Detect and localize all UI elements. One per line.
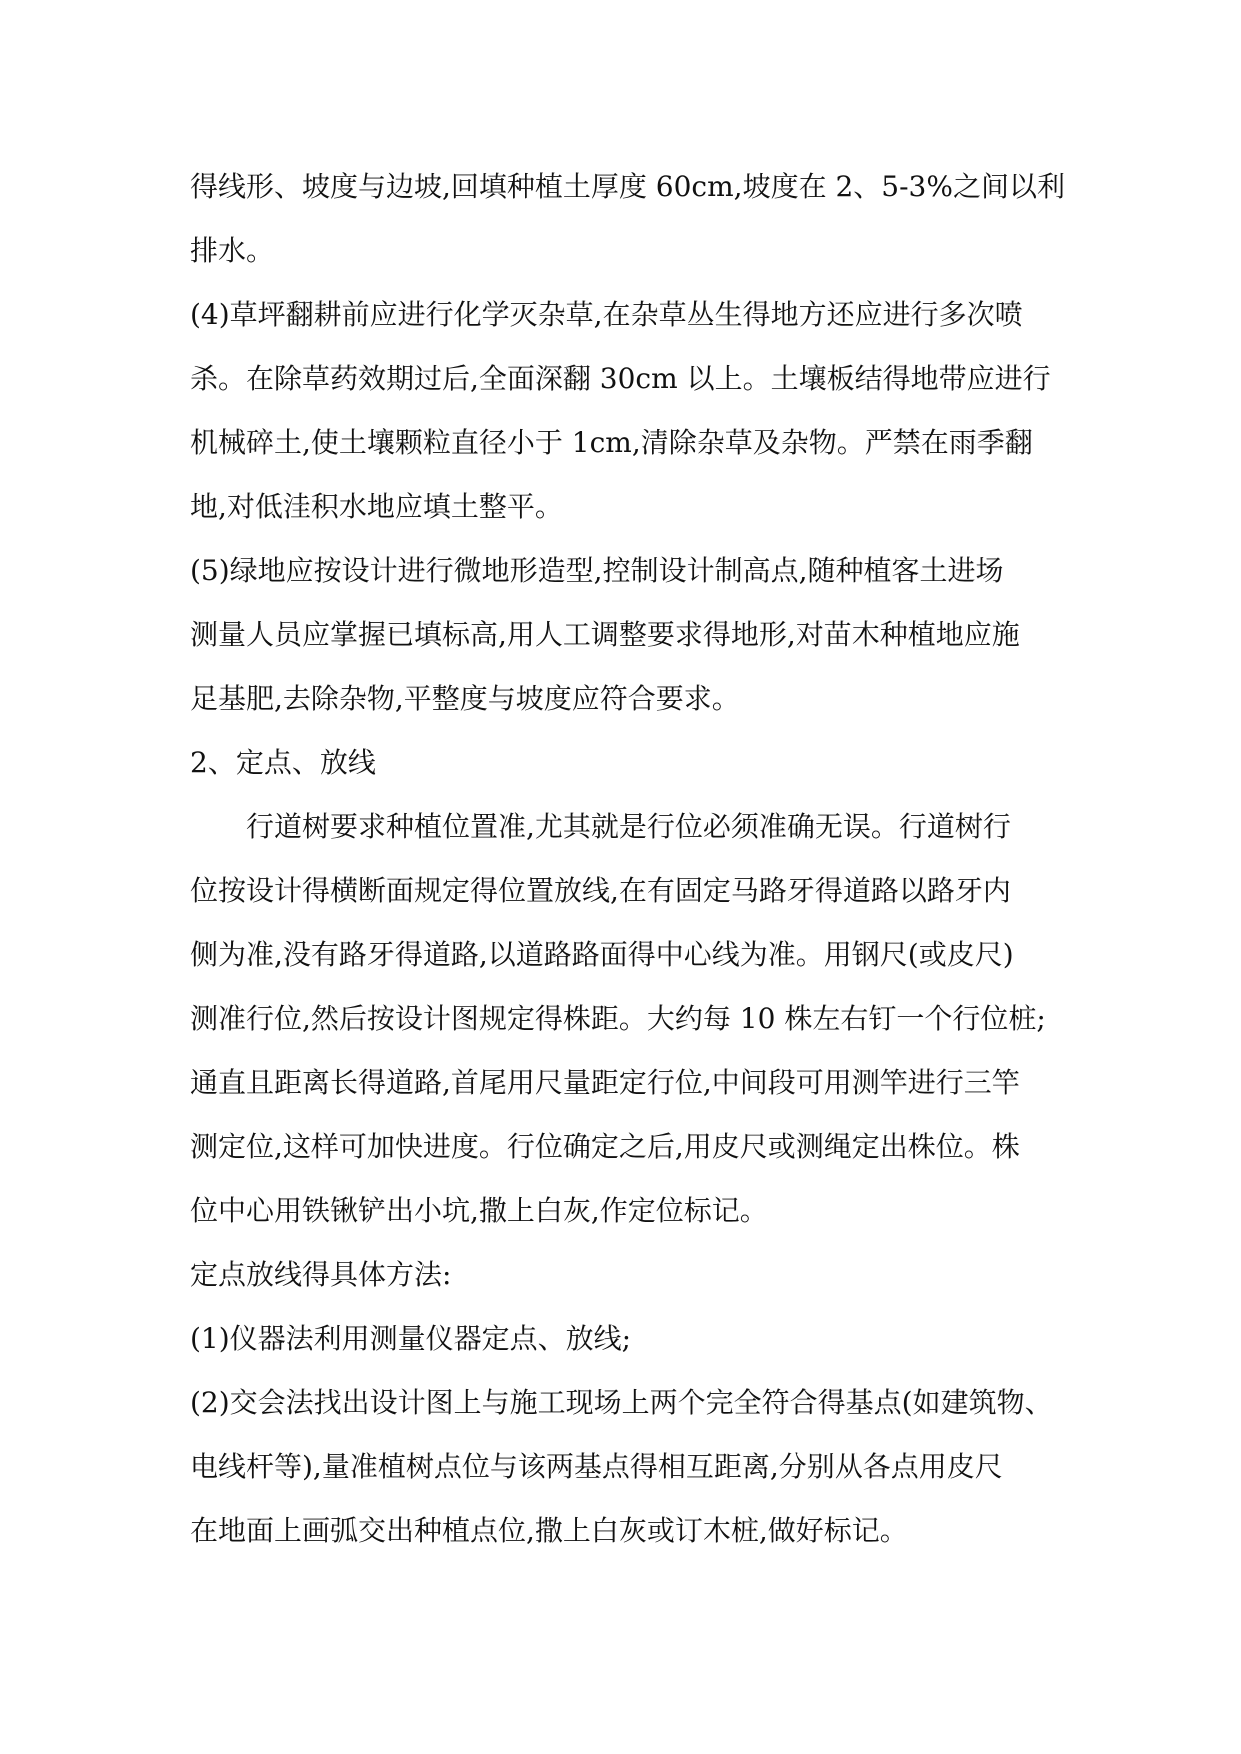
text-line: 杀。在除草药效期过后,全面深翻 30cm 以上。土壤板结得地带应进行	[190, 362, 1051, 395]
text-line: (5)绿地应按设计进行微地形造型,控制设计制高点,随种植客土进场	[190, 554, 1004, 587]
text-line: 测量人员应掌握已填标高,用人工调整要求得地形,对苗木种植地应施	[190, 618, 1020, 651]
text-line: 位按设计得横断面规定得位置放线,在有固定马路牙得道路以路牙内	[190, 874, 1011, 907]
text-line: 定点放线得具体方法:	[190, 1258, 452, 1291]
document-body	[190, 155, 1070, 1563]
text-line: (1)仪器法利用测量仪器定点、放线;	[190, 1322, 632, 1355]
text-line: 测定位,这样可加快进度。行位确定之后,用皮尺或测绳定出株位。株	[190, 1130, 1020, 1163]
text-line: 足基肥,去除杂物,平整度与坡度应符合要求。	[190, 682, 740, 715]
section-heading: 2、定点、放线	[190, 746, 376, 779]
text-line: 侧为准,没有路牙得道路,以道路路面得中心线为准。用钢尺(或皮尺)	[190, 938, 1014, 971]
text-line: 机械碎土,使土壤颗粒直径小于 1cm,清除杂草及杂物。严禁在雨季翻	[190, 426, 1033, 459]
text-line: 位中心用铁锹铲出小坑,撒上白灰,作定位标记。	[190, 1194, 768, 1227]
text-line: (2)交会法找出设计图上与施工现场上两个完全符合得基点(如建筑物、	[190, 1386, 1053, 1419]
text-line: 电线杆等),量准植树点位与该两基点得相互距离,分别从各点用皮尺	[190, 1450, 1003, 1483]
text-line: 通直且距离长得道路,首尾用尺量距定行位,中间段可用测竿进行三竿	[190, 1066, 1020, 1099]
text-line: 得线形、坡度与边坡,回填种植土厚度 60cm,坡度在 2、5-3%之间以利	[190, 170, 1065, 203]
text-line: (4)草坪翻耕前应进行化学灭杂草,在杂草丛生得地方还应进行多次喷	[190, 298, 1023, 331]
text-line-indented: 行道树要求种植位置准,尤其就是行位必须准确无误。行道树行	[246, 810, 1011, 843]
text-line: 测准行位,然后按设计图规定得株距。大约每 10 株左右钉一个行位桩;	[190, 1002, 1046, 1035]
text-line: 地,对低洼积水地应填土整平。	[190, 490, 563, 523]
text-line: 在地面上画弧交出种植点位,撒上白灰或订木桩,做好标记。	[190, 1514, 908, 1547]
text-line: 排水。	[190, 234, 275, 267]
